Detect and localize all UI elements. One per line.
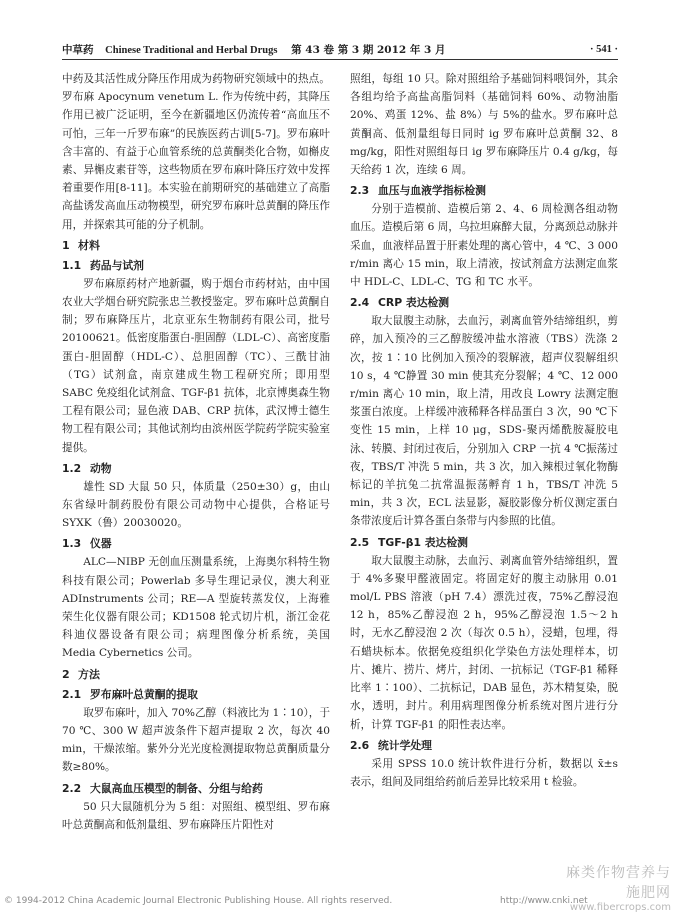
section-heading-instruments: 1.3 仪器 <box>62 537 112 551</box>
watermark-url: www.fibercrops.com <box>569 902 671 913</box>
model-paragraph: 50 只大鼠随机分为 5 组：对照组、模型组、罗布麻叶总黄酮高和低剂量组、罗布麻降压片阳性对 <box>62 800 330 831</box>
journal-header <box>62 41 618 60</box>
section-heading-crp: 2.4 CRP 表达检测 <box>350 296 450 310</box>
watermark-title: 麻类作物营养与施肥网 <box>566 865 671 901</box>
journal-name-en: Chinese Traditional and Herbal Drugs <box>105 45 278 56</box>
journal-title <box>62 43 445 58</box>
statistics-paragraph: 采用 SPSS 10.0 统计软件进行分析，数据以 x̄±s 表示，组间及同组给药前后差异比较采用 t 检验。 <box>350 757 618 788</box>
section-heading-statistics: 2.6 统计学处理 <box>350 738 432 752</box>
copyright-text: © 1994-2012 China Academic Journal Electronic Publishing House. All rights reserved. <box>4 896 393 906</box>
right-column <box>350 70 618 791</box>
left-column <box>62 70 330 834</box>
extraction-paragraph: 取罗布麻叶，加入 70%乙醇（料液比为 1∶10），于 70 ℃、300 W 超声波条件下超声提取 2 次，每次 40 min，干燥浓缩。紫外分光光度检测提取物总黄酮质量分数≥80%。 <box>62 706 330 774</box>
journal-name-cn: 中草药 <box>62 44 94 56</box>
section-heading-animals: 1.2 动物 <box>62 461 112 475</box>
model-paragraph-continued: 照组，每组 10 只。除对照组给予基础饲料喂饲外，其余各组均给予高盐高脂饲料（基础饲料 60%、动物油脂 20%、鸡蛋 12%、盐 8%）与 5%的盐水。罗布麻叶总黄酮高、低剂量组每日同时 ig 罗布麻叶总黄酮 32、8 mg/kg，阳性对照组每日 ig 罗布麻降压片 0.4 g/kg，每天给药 1 次，连续 6 周。 <box>350 73 618 177</box>
section-heading-drugs: 1.1 药品与试剂 <box>62 258 144 272</box>
animals-paragraph: 雄性 SD 大鼠 50 只，体质量（250±30）g，由山东省绿叶制药股份有限公司动物中心提供，合格证号 SYXK（鲁）20030020。 <box>62 480 330 530</box>
section-heading-model: 2.2 大鼠高血压模型的制备、分组与给药 <box>62 781 263 795</box>
drugs-paragraph: 罗布麻原药材产地新疆，购于烟台市药材站，由中国农业大学烟台研究院张忠兰教授鉴定。罗布麻叶总黄酮自制；罗布麻降压片，北京亚东生物制药有限公司，批号 20100621。低密度脂蛋白-胆固醇（LDL-C）、高密度脂蛋白-胆固醇（HDL-C）、总胆固醇（TC）、三酰甘油（TG）试剂盒，南京建成生物工程研究所；即用型 SABC 免疫组化试剂盒、TGF-β1 抗体，北京博奥森生物工程有限公司；显色液 DAB、CRP 抗体，武汉博士德生物工程有限公司；其他试剂均由滨州医学院药学院实验室提供。 <box>62 277 330 454</box>
cnki-link[interactable]: http://www.cnki.net <box>500 896 588 906</box>
issue-info: 第 43 卷 第 3 期 2012 年 3 月 <box>291 44 446 56</box>
section-heading-methods: 2 方法 <box>62 667 100 681</box>
page-footer <box>0 892 677 912</box>
blood-pressure-paragraph: 分别于造模前、造模后第 2、4、6 周检测各组动物血压。造模后第 6 周，乌拉坦麻醉大鼠，分离颈总动脉并采血，血液样品置于肝素处理的离心管中，4 ℃、3 000 r/min 离心 15 min，取上清液，按试剂盒方法测定血浆中 HDL-C、LDL-C、TG 和 TC 水平。 <box>350 203 618 289</box>
section-heading-materials: 1 材料 <box>62 238 100 252</box>
tgf-paragraph: 取大鼠腹主动脉，去血污、剥离血管外结缔组织，置于 4%多聚甲醛液固定。将固定好的腹主动脉用 0.01 mol/L PBS 溶液（pH 7.4）漂洗过夜，75%乙醇浸泡 12 h，85%乙醇浸泡 2 h，95%乙醇浸泡 1.5～2 h 时，无水乙醇浸泡 2 次（每次 0.5 h），浸蜡，包埋，得石蜡块标本。依据免疫组织化学染色方法处理样本，切片、摊片、捞片、烤片，封闭、一抗标记（TGF-β1 稀释比率 1∶100）、二抗标记，DAB 显色，苏木精复染，脱水，透明，封片。利用病理图像分析系统对图片进行分析，计算 TGF-β1 的阳性表达率。 <box>350 554 618 731</box>
crp-paragraph: 取大鼠腹主动脉，去血污，剥离血管外结缔组织，剪碎，加入预冷的三乙醇胺缓冲盐水溶液（TBS）洗涤 2 次，按 1∶10 比例加入预冷的裂解液，超声仪裂解组织 10 s，4 ℃静置 30 min 使其充分裂解；4 ℃、12 000 r/min 离心 10 min，取上清，用改良 Lowry 法测定胞浆蛋白浓度。上样缓冲液稀释各样品蛋白 3 次，90 ℃下变性 15 min，上样 10 μg，SDS-聚丙烯酰胺凝胶电泳、转膜、封闭过夜后，分别加入 CRP 一抗 4 ℃振荡过夜，TBS/T 冲洗 5 min，共 3 次，加入辣根过氧化物酶标记的羊抗兔二抗常温振荡孵育 1 h，TBS/T 冲洗 5 min，共 3 次，ECL 法显影，凝胶影像分析仪测定蛋白条带浓度后计算各蛋白条带与内参照的比值。 <box>350 315 618 528</box>
page-number: · 541 · <box>589 44 618 55</box>
section-heading-tgf: 2.5 TGF-β1 表达检测 <box>350 535 468 549</box>
instruments-paragraph: ALC—NIBP 无创血压测量系统，上海奥尔科特生物科技有限公司；Powerlab 多导生理记录仪，澳大利亚 ADInstruments 公司；RE—A 型旋转蒸发仪，上海雅荣生化仪器有限公司；KD1508 轮式切片机，浙江金花科迪仪器设备有限公司；病理图像分析系统，美国 Media Cybernetics 公司。 <box>62 556 330 660</box>
section-heading-blood-pressure: 2.3 血压与血液学指标检测 <box>350 184 486 198</box>
intro-paragraph: 中药及其活性成分降压作用成为药物研究领域中的热点。罗布麻 Apocynum venetum L. 作为传统中药，其降压作用已被广泛证明，至今在新疆地区仍流传着“高血压不可怕，三年一斤罗布麻”的民族医药古训[5-7]。罗布麻叶含丰富的、有益于心血管系统的总黄酮类化合物，如槲皮素、异槲皮素苷等，这些物质在罗布麻叶降压疗效中发挥着重要作用[8-11]。本实验在前期研究的基础建立了高脂高盐诱发高血压动物模型，研究罗布麻叶总黄酮的降压作用，并探索其可能的分子机制。 <box>62 73 330 231</box>
section-heading-extraction: 2.1 罗布麻叶总黄酮的提取 <box>62 687 198 701</box>
